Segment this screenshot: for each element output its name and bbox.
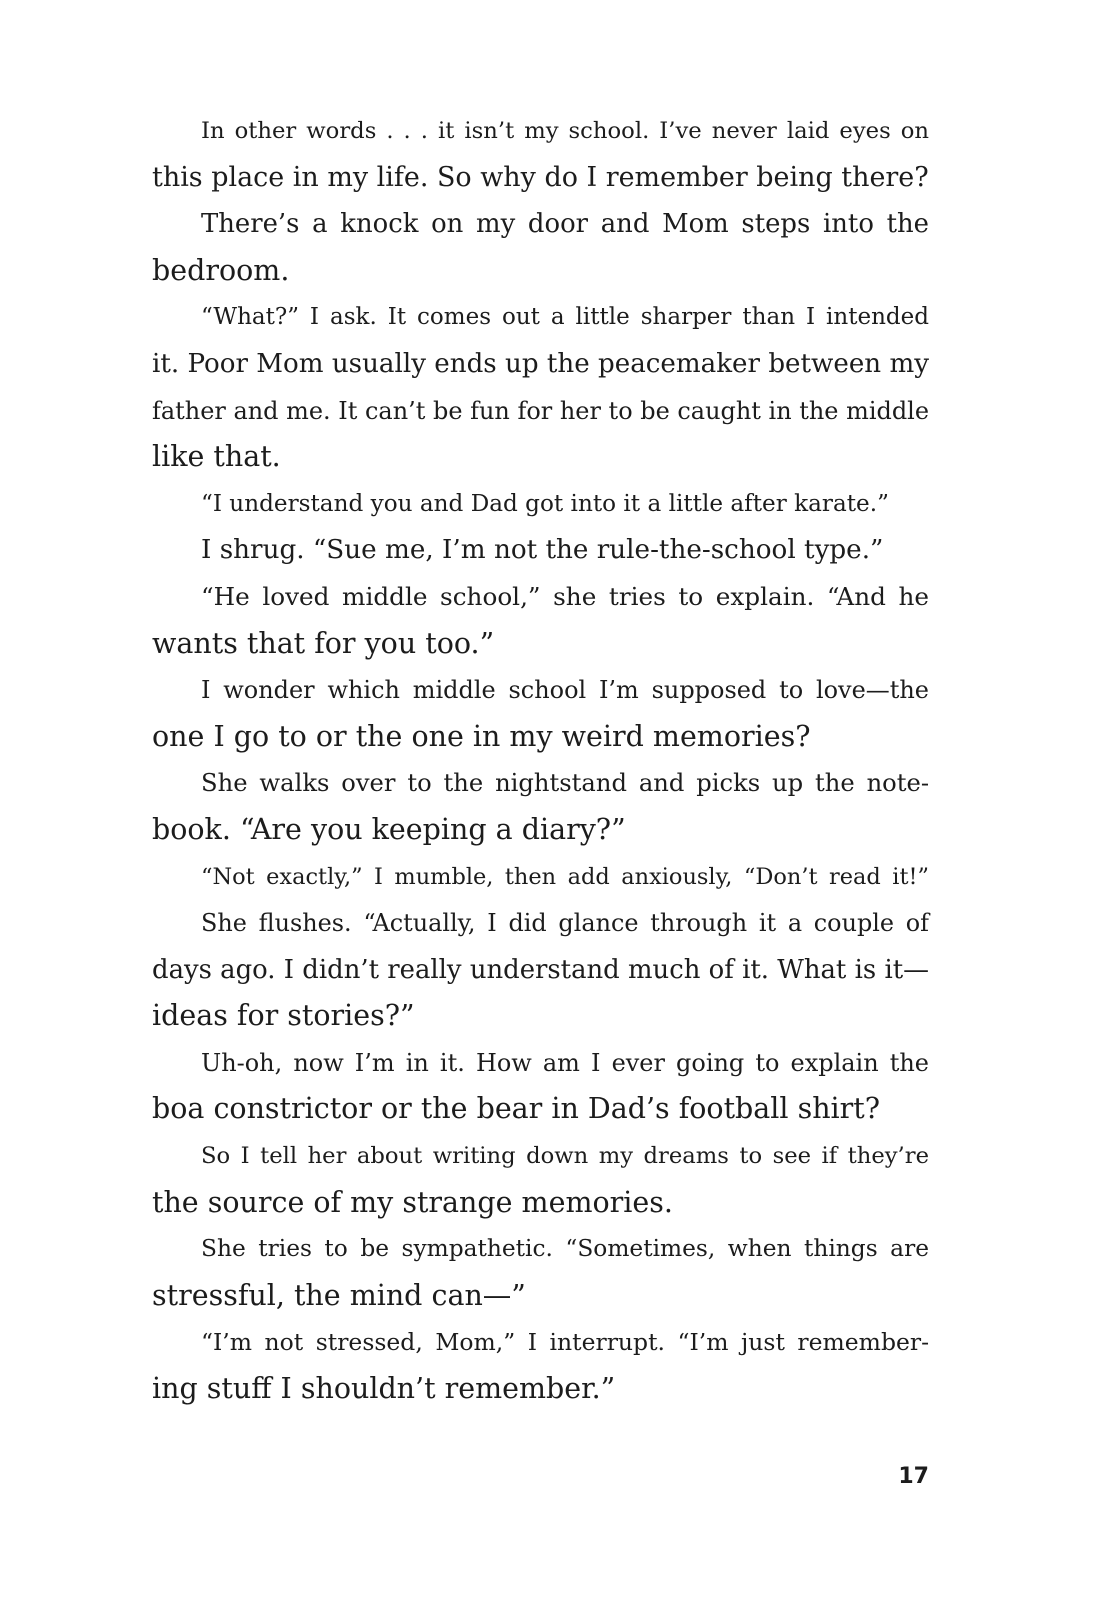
paragraph — [152, 854, 929, 901]
text-line: She walks over to the nightstand and picks up the note- — [201, 769, 929, 798]
paragraph — [152, 1319, 929, 1412]
text-line: “What?” I ask. It comes out a little sharper than I intended — [201, 304, 929, 331]
text-line: ideas for stories?” — [152, 999, 415, 1033]
text-line: one I go to or the one in my weird memories? — [152, 719, 811, 753]
text-line: She tries to be sympathetic. “Sometimes, when things are — [201, 1235, 929, 1263]
paragraph — [152, 108, 929, 201]
paragraph — [152, 760, 929, 853]
paragraph — [152, 1133, 929, 1226]
text-line: the source of my strange memories. — [152, 1185, 673, 1219]
text-line: this place in my life. So why do I remember being there? — [152, 161, 929, 193]
text-line: book. “Are you keeping a diary?” — [152, 812, 626, 846]
text-line: In other words . . . it isn’t my school. I’ve never laid eyes on — [201, 118, 929, 144]
paragraph — [152, 294, 929, 480]
paragraph — [152, 1040, 929, 1133]
paragraph — [152, 1226, 929, 1319]
text-line: “I understand you and Dad got into it a little after karate.” — [201, 490, 889, 517]
paragraph — [152, 574, 929, 667]
text-line: “Not exactly,” I mumble, then add anxiously, “Don’t read it!” — [201, 863, 929, 890]
text-line: I wonder which middle school I’m supposed to love—the — [201, 676, 929, 705]
text-line: bedroom. — [152, 253, 290, 287]
text-line: She flushes. “Actually, I did glance through it a couple of — [201, 909, 929, 938]
text-line: like that. — [152, 440, 281, 474]
text-line: stressful, the mind can—” — [152, 1278, 526, 1312]
text-line: “I’m not stressed, Mom,” I interrupt. “I’m just remember- — [201, 1328, 929, 1357]
text-line: Uh-oh, now I’m in it. How am I ever going to explain the — [201, 1048, 929, 1077]
text-line: There’s a knock on my door and Mom steps into the — [201, 209, 929, 240]
text-line: boa constrictor or the bear in Dad’s football shirt? — [152, 1092, 881, 1126]
paragraph — [152, 481, 929, 528]
page-number: 17 — [898, 1464, 929, 1489]
text-line: “He loved middle school,” she tries to explain. “And he — [201, 581, 929, 611]
text-line: father and me. It can’t be fun for her to be caught in the middle — [152, 396, 929, 425]
text-line: wants that for you too.” — [152, 626, 495, 660]
text-line: ing stuff I shouldn’t remember.” — [152, 1372, 616, 1406]
paragraph — [152, 667, 929, 760]
paragraph — [152, 900, 929, 1040]
text-line: it. Poor Mom usually ends up the peacemaker between my — [152, 348, 929, 379]
paragraph — [152, 201, 929, 294]
text-line: So I tell her about writing down my dreams to see if they’re — [201, 1143, 929, 1170]
text-line: I shrug. “Sue me, I’m not the rule-the-school type.” — [201, 535, 884, 566]
text-line: days ago. I didn’t really understand much of it. What is it— — [152, 954, 929, 985]
paragraph — [152, 527, 929, 574]
body-text — [152, 108, 929, 1413]
